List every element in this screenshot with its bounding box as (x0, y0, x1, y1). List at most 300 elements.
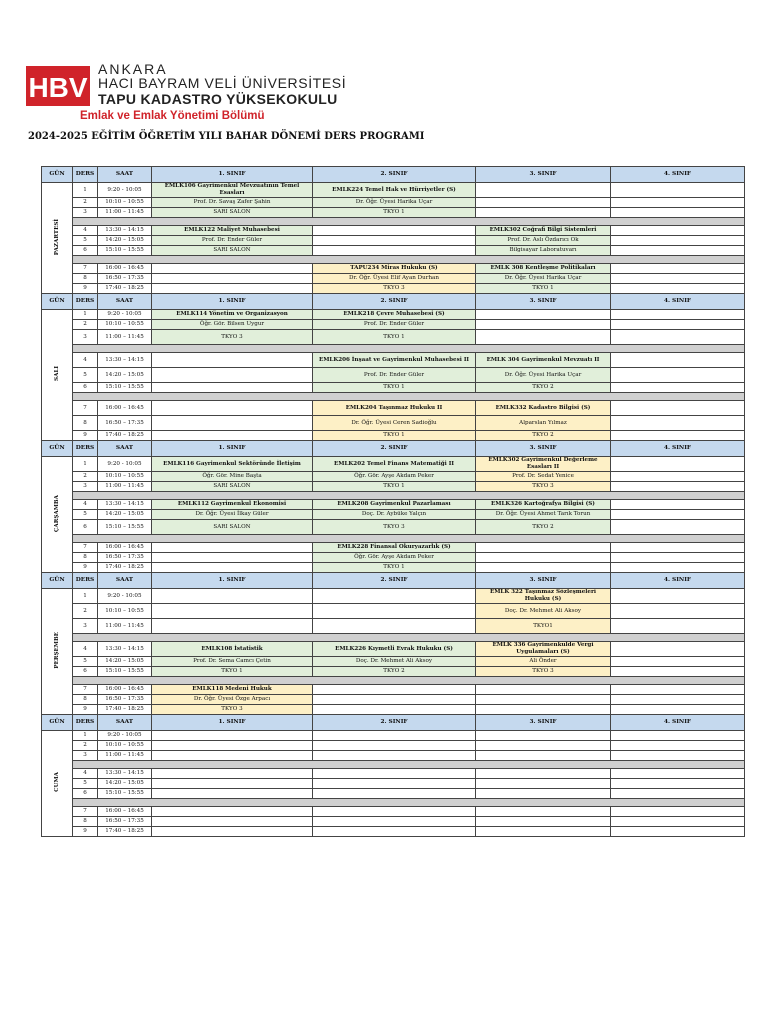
time-slot: 16:00 – 16:45 (98, 264, 152, 274)
class-1-cell: EMLK112 Gayrimenkul Ekonomisi (152, 500, 313, 510)
lesson-number: 7 (73, 401, 98, 416)
class-4-cell (611, 563, 745, 573)
ders-header: DERS (73, 294, 98, 310)
class-2-cell: Prof. Dr. Ender Güler (313, 320, 476, 330)
class-1-cell (152, 383, 313, 393)
day-cell (42, 457, 73, 573)
header-row (42, 715, 745, 731)
class-2-cell: TKYO 1 (313, 431, 476, 441)
break-cell (73, 492, 745, 500)
time-slot: 17:40 – 18:25 (98, 705, 152, 715)
class-1-cell: TKYO 1 (152, 667, 313, 677)
lesson-number: 6 (73, 667, 98, 677)
day-cell (42, 310, 73, 441)
class-4-cell (611, 657, 745, 667)
break-row (42, 393, 745, 401)
class-3-cell: EMLK302 Coğrafi Bilgi Sistemleri (476, 226, 611, 236)
class-4-cell (611, 183, 745, 198)
time-slot: 17:40 – 18:25 (98, 431, 152, 441)
class-3-cell: TKYO 3 (476, 667, 611, 677)
table-row (42, 642, 745, 657)
lesson-number: 2 (73, 741, 98, 751)
sinif-3-header: 3. SINIF (476, 441, 611, 457)
class-2-cell (313, 817, 476, 827)
class-4-cell (611, 779, 745, 789)
lesson-number: 4 (73, 353, 98, 368)
header-row (42, 167, 745, 183)
lesson-number: 6 (73, 789, 98, 799)
class-2-cell: Doç. Dr. Mehmet Ali Aksoy (313, 657, 476, 667)
class-4-cell (611, 208, 745, 218)
break-row (42, 218, 745, 226)
class-1-cell: SARI SALON (152, 208, 313, 218)
lesson-number: 3 (73, 208, 98, 218)
class-2-cell (313, 807, 476, 817)
class-1-cell: EMLK118 Medeni Hukuk (152, 685, 313, 695)
class-3-cell (476, 705, 611, 715)
lesson-number: 1 (73, 310, 98, 320)
sinif-1-header: 1. SINIF (152, 573, 313, 589)
class-4-cell (611, 246, 745, 256)
class-1-cell (152, 817, 313, 827)
class-4-cell (611, 685, 745, 695)
table-row (42, 589, 745, 604)
class-4-cell (611, 695, 745, 705)
class-2-cell: TKYO 3 (313, 284, 476, 294)
class-2-cell (313, 695, 476, 705)
svg-text:HBV: HBV (28, 72, 88, 103)
table-row (42, 520, 745, 535)
table-row (42, 183, 745, 198)
class-3-cell (476, 330, 611, 345)
time-slot: 13:30 – 14:15 (98, 500, 152, 510)
class-3-cell: EMLK302 Gayrimenkul Değerleme Esasları II (476, 457, 611, 472)
time-slot: 15:10 – 15:55 (98, 246, 152, 256)
class-2-cell: Dr. Öğr. Üyesi Elif Ayan Durhan (313, 274, 476, 284)
time-slot: 17:40 – 18:25 (98, 827, 152, 837)
class-1-cell: Prof. Dr. Savaş Zafer Şahin (152, 198, 313, 208)
table-row (42, 284, 745, 294)
class-1-cell: TKYO 3 (152, 330, 313, 345)
class-3-cell: Doç. Dr. Mehmet Ali Aksoy (476, 604, 611, 619)
lesson-number: 7 (73, 807, 98, 817)
class-1-cell: Dr. Öğr. Üyesi İlkay Güler (152, 510, 313, 520)
break-cell (73, 535, 745, 543)
class-4-cell (611, 264, 745, 274)
class-1-cell (152, 401, 313, 416)
time-slot: 14:20 – 15:05 (98, 657, 152, 667)
lesson-number: 8 (73, 817, 98, 827)
table-row (42, 320, 745, 330)
class-1-cell (152, 619, 313, 634)
class-1-cell: Prof. Dr. Ender Güler (152, 236, 313, 246)
lesson-number: 2 (73, 320, 98, 330)
sinif-3-header: 3. SINIF (476, 294, 611, 310)
class-4-cell (611, 274, 745, 284)
ders-header: DERS (73, 167, 98, 183)
class-3-cell: Dr. Öğr. Üyesi Harika Uçar (476, 274, 611, 284)
class-3-cell (476, 779, 611, 789)
lesson-number: 1 (73, 731, 98, 741)
class-4-cell (611, 619, 745, 634)
break-cell (73, 256, 745, 264)
sinif-2-header: 2. SINIF (313, 715, 476, 731)
class-4-cell (611, 226, 745, 236)
sinif-2-header: 2. SINIF (313, 573, 476, 589)
lesson-number: 6 (73, 246, 98, 256)
lesson-number: 3 (73, 330, 98, 345)
class-2-cell (313, 789, 476, 799)
table-row (42, 457, 745, 472)
class-3-cell: EMLK326 Kartoğrafya Bilgisi (S) (476, 500, 611, 510)
table-row (42, 236, 745, 246)
class-3-cell: Prof. Dr. Sedat Yenice (476, 472, 611, 482)
sinif-2-header: 2. SINIF (313, 441, 476, 457)
class-2-cell (313, 751, 476, 761)
class-3-cell: EMLK 336 Gayrimenkulde Vergi Uygulamaları (S) (476, 642, 611, 657)
time-slot: 14:20 – 15:05 (98, 510, 152, 520)
class-4-cell (611, 667, 745, 677)
gun-header: GÜN (42, 441, 73, 457)
class-3-cell (476, 543, 611, 553)
class-1-cell: EMLK106 Gayrimenkul Mevzuatının Temel Esasları (152, 183, 313, 198)
class-4-cell (611, 353, 745, 368)
class-1-cell: Prof. Dr. Sema Camcı Çetin (152, 657, 313, 667)
lesson-number: 6 (73, 520, 98, 535)
time-slot: 16:00 – 16:45 (98, 543, 152, 553)
time-slot: 13:30 – 14:15 (98, 226, 152, 236)
lesson-number: 4 (73, 500, 98, 510)
time-slot: 10:10 – 10:55 (98, 604, 152, 619)
class-3-cell (476, 769, 611, 779)
table-row (42, 695, 745, 705)
class-2-cell (313, 741, 476, 751)
sinif-4-header: 4. SINIF (611, 167, 745, 183)
class-1-cell: SARI SALON (152, 482, 313, 492)
class-4-cell (611, 284, 745, 294)
class-3-cell (476, 827, 611, 837)
sinif-1-header: 1. SINIF (152, 167, 313, 183)
class-3-cell (476, 320, 611, 330)
lesson-number: 6 (73, 383, 98, 393)
class-1-cell (152, 604, 313, 619)
class-4-cell (611, 416, 745, 431)
day-name: SALI (53, 366, 60, 382)
class-2-cell: Dr. Öğr. Üyesi Harika Uçar (313, 198, 476, 208)
lesson-number: 2 (73, 472, 98, 482)
table-row (42, 619, 745, 634)
time-slot: 15:10 – 15:55 (98, 789, 152, 799)
class-4-cell (611, 320, 745, 330)
break-row (42, 535, 745, 543)
table-row (42, 264, 745, 274)
class-2-cell: TKYO 1 (313, 208, 476, 218)
time-slot: 10:10 – 10:55 (98, 320, 152, 330)
table-row (42, 705, 745, 715)
class-2-cell (313, 604, 476, 619)
table-row (42, 827, 745, 837)
table-row (42, 368, 745, 383)
class-3-cell: Dr. Öğr. Üyesi Ahmet Tarık Torun (476, 510, 611, 520)
lesson-number: 9 (73, 431, 98, 441)
time-slot: 14:20 – 15:05 (98, 236, 152, 246)
class-3-cell (476, 685, 611, 695)
class-2-cell: EMLK206 İnşaat ve Gayrimenkul Muhasebesi II (313, 353, 476, 368)
class-1-cell: SARI SALON (152, 520, 313, 535)
time-slot: 10:10 – 10:55 (98, 198, 152, 208)
ders-header: DERS (73, 441, 98, 457)
class-1-cell (152, 353, 313, 368)
hbv-logo-icon (26, 66, 90, 106)
table-row (42, 401, 745, 416)
class-4-cell (611, 330, 745, 345)
lesson-number: 8 (73, 274, 98, 284)
class-4-cell (611, 198, 745, 208)
time-slot: 11:00 – 11:45 (98, 619, 152, 634)
sinif-4-header: 4. SINIF (611, 441, 745, 457)
header-row (42, 441, 745, 457)
class-2-cell (313, 685, 476, 695)
lesson-number: 9 (73, 705, 98, 715)
class-4-cell (611, 457, 745, 472)
class-3-cell: TKYO 2 (476, 520, 611, 535)
uni-line-1: ANKARA (98, 61, 168, 77)
sinif-1-header: 1. SINIF (152, 715, 313, 731)
lesson-number: 7 (73, 264, 98, 274)
table-row (42, 657, 745, 667)
class-2-cell: EMLK224 Temel Hak ve Hürriyetler (S) (313, 183, 476, 198)
table-row (42, 353, 745, 368)
time-slot: 15:10 – 15:55 (98, 520, 152, 535)
department-name: Emlak ve Emlak Yönetimi Bölümü (80, 110, 265, 122)
lesson-number: 8 (73, 416, 98, 431)
lesson-number: 8 (73, 553, 98, 563)
class-4-cell (611, 827, 745, 837)
class-4-cell (611, 769, 745, 779)
table-row (42, 769, 745, 779)
time-slot: 11:00 – 11:45 (98, 482, 152, 492)
table-row (42, 817, 745, 827)
class-2-cell (313, 236, 476, 246)
class-1-cell (152, 589, 313, 604)
time-slot: 16:50 – 17:35 (98, 553, 152, 563)
time-slot: 16:50 – 17:35 (98, 817, 152, 827)
class-4-cell (611, 642, 745, 657)
sinif-4-header: 4. SINIF (611, 715, 745, 731)
day-name: CUMA (53, 772, 60, 793)
class-3-cell: TKYO 3 (476, 482, 611, 492)
time-slot: 15:10 – 15:55 (98, 383, 152, 393)
table-row (42, 383, 745, 393)
class-2-cell (313, 769, 476, 779)
class-1-cell (152, 769, 313, 779)
class-1-cell: EMLK108 İstatistik (152, 642, 313, 657)
class-2-cell (313, 779, 476, 789)
day-name: ÇARŞAMBA (53, 494, 60, 532)
class-2-cell (313, 619, 476, 634)
class-3-cell: TKYO 1 (476, 284, 611, 294)
table-row (42, 789, 745, 799)
class-1-cell (152, 543, 313, 553)
saat-header: SAAT (98, 573, 152, 589)
lesson-number: 5 (73, 510, 98, 520)
class-2-cell: TKYO 2 (313, 667, 476, 677)
class-1-cell (152, 741, 313, 751)
class-2-cell: EMLK226 Kıymetli Evrak Hukuku (S) (313, 642, 476, 657)
sinif-4-header: 4. SINIF (611, 294, 745, 310)
class-4-cell (611, 705, 745, 715)
class-3-cell (476, 695, 611, 705)
class-4-cell (611, 510, 745, 520)
time-slot: 14:20 – 15:05 (98, 368, 152, 383)
class-4-cell (611, 604, 745, 619)
class-4-cell (611, 500, 745, 510)
day-cell (42, 589, 73, 715)
time-slot: 17:40 – 18:25 (98, 284, 152, 294)
table-row (42, 604, 745, 619)
lesson-number: 9 (73, 284, 98, 294)
lesson-number: 4 (73, 642, 98, 657)
class-1-cell (152, 284, 313, 294)
sinif-1-header: 1. SINIF (152, 294, 313, 310)
table-row (42, 274, 745, 284)
lesson-number: 9 (73, 827, 98, 837)
break-cell (73, 345, 745, 353)
schedule-table (41, 166, 745, 837)
table-row (42, 741, 745, 751)
class-1-cell (152, 431, 313, 441)
time-slot: 9:20 - 10:05 (98, 310, 152, 320)
table-row (42, 807, 745, 817)
class-2-cell: Prof. Dr. Ender Güler (313, 368, 476, 383)
lesson-number: 4 (73, 769, 98, 779)
class-4-cell (611, 589, 745, 604)
class-4-cell (611, 482, 745, 492)
lesson-number: 3 (73, 751, 98, 761)
class-1-cell (152, 264, 313, 274)
time-slot: 13:30 – 14:15 (98, 642, 152, 657)
class-2-cell: EMLK218 Çevre Muhasebesi (S) (313, 310, 476, 320)
class-1-cell (152, 731, 313, 741)
ders-header: DERS (73, 573, 98, 589)
lesson-number: 5 (73, 236, 98, 246)
lesson-number: 1 (73, 457, 98, 472)
class-3-cell (476, 198, 611, 208)
lesson-number: 3 (73, 619, 98, 634)
class-3-cell (476, 310, 611, 320)
class-1-cell: EMLK116 Gayrimenkul Sektöründe İletişim (152, 457, 313, 472)
lesson-number: 9 (73, 563, 98, 573)
lesson-number: 1 (73, 589, 98, 604)
class-2-cell: Öğr. Gör. Ayşe Akdam Peker (313, 553, 476, 563)
table-row (42, 779, 745, 789)
class-3-cell (476, 789, 611, 799)
class-4-cell (611, 731, 745, 741)
class-1-cell: Öğr. Gör. Bilsen Uygur (152, 320, 313, 330)
class-4-cell (611, 368, 745, 383)
class-3-cell (476, 817, 611, 827)
time-slot: 9:20 - 10:05 (98, 589, 152, 604)
gun-header: GÜN (42, 167, 73, 183)
break-cell (73, 677, 745, 685)
table-row (42, 208, 745, 218)
class-1-cell: EMLK114 Yönetim ve Organizasyon (152, 310, 313, 320)
table-row (42, 543, 745, 553)
table-row (42, 198, 745, 208)
time-slot: 13:30 – 14:15 (98, 769, 152, 779)
class-4-cell (611, 553, 745, 563)
break-row (42, 492, 745, 500)
time-slot: 16:00 – 16:45 (98, 685, 152, 695)
class-2-cell: EMLK208 Gayrimenkul Pazarlaması (313, 500, 476, 510)
class-1-cell (152, 789, 313, 799)
class-2-cell: TKYO 1 (313, 563, 476, 573)
table-row (42, 431, 745, 441)
class-1-cell (152, 827, 313, 837)
table-row (42, 500, 745, 510)
lesson-number: 2 (73, 198, 98, 208)
class-2-cell (313, 827, 476, 837)
gun-header: GÜN (42, 573, 73, 589)
lesson-number: 7 (73, 685, 98, 695)
table-row (42, 330, 745, 345)
class-2-cell (313, 226, 476, 236)
class-3-cell (476, 751, 611, 761)
university-logo (26, 62, 446, 124)
table-row (42, 482, 745, 492)
class-2-cell: TKYO 1 (313, 383, 476, 393)
time-slot: 10:10 – 10:55 (98, 741, 152, 751)
class-2-cell: TAPU234 Miras Hukuku (S) (313, 264, 476, 274)
day-cell (42, 183, 73, 294)
time-slot: 9:20 - 10:05 (98, 457, 152, 472)
table-row (42, 685, 745, 695)
class-4-cell (611, 310, 745, 320)
sinif-2-header: 2. SINIF (313, 167, 476, 183)
gun-header: GÜN (42, 715, 73, 731)
time-slot: 9:20 - 10:05 (98, 183, 152, 198)
class-2-cell: EMLK228 Finansal Okuryazarlık (S) (313, 543, 476, 553)
table-row (42, 667, 745, 677)
class-4-cell (611, 401, 745, 416)
table-row (42, 553, 745, 563)
class-4-cell (611, 383, 745, 393)
break-cell (73, 799, 745, 807)
class-3-cell: Dr. Öğr. Üyesi Harika Uçar (476, 368, 611, 383)
class-1-cell (152, 553, 313, 563)
class-3-cell: EMLK 308 Kentleşme Politikaları (476, 264, 611, 274)
saat-header: SAAT (98, 715, 152, 731)
class-1-cell (152, 751, 313, 761)
class-4-cell (611, 472, 745, 482)
class-3-cell: Prof. Dr. Aslı Özdarıcı Ok (476, 236, 611, 246)
class-3-cell: Bilgisayar Laboratuvarı (476, 246, 611, 256)
table-row (42, 563, 745, 573)
class-3-cell: EMLK 304 Gayrimenkul Mevzuatı II (476, 353, 611, 368)
class-2-cell: Doç. Dr. Aybüke Yalçın (313, 510, 476, 520)
break-cell (73, 761, 745, 769)
table-row (42, 731, 745, 741)
class-2-cell: TKYO 3 (313, 520, 476, 535)
lesson-number: 3 (73, 482, 98, 492)
sinif-3-header: 3. SINIF (476, 167, 611, 183)
sinif-2-header: 2. SINIF (313, 294, 476, 310)
lesson-number: 7 (73, 543, 98, 553)
class-1-cell: Dr. Öğr. Üyesi Özge Arpacı (152, 695, 313, 705)
class-4-cell (611, 789, 745, 799)
time-slot: 16:50 – 17:35 (98, 695, 152, 705)
break-row (42, 799, 745, 807)
